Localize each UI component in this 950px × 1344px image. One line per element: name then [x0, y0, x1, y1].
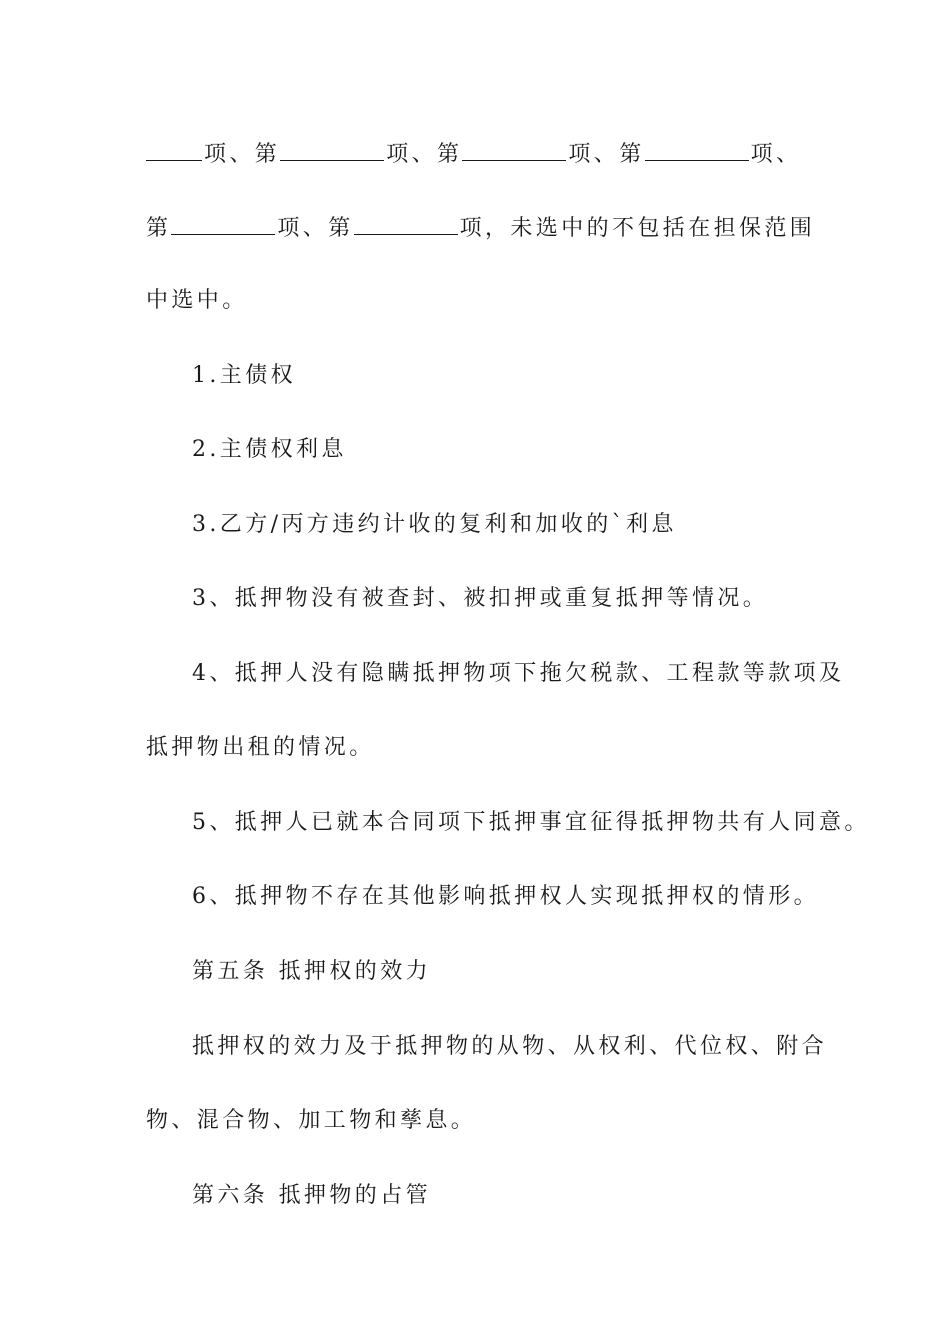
- article-6-heading: 第六条 抵押物的占管: [192, 1183, 431, 1208]
- representation-4: 4、抵押人没有隐瞒抵押物项下拖欠税款、工程款等款项及: [192, 661, 845, 686]
- article-5-body-line-2: 物、混合物、加工物和孳息。: [146, 1108, 477, 1133]
- blank-field[interactable]: [354, 212, 458, 235]
- blank-field[interactable]: [645, 138, 749, 161]
- blank-field[interactable]: [280, 138, 384, 161]
- scope-item-3: 3.乙方/丙方违约计收的复利和加收的`利息: [192, 512, 677, 537]
- scope-line-2: [146, 212, 815, 244]
- scope-text: 项、第: [204, 142, 281, 167]
- scope-text: 项，未选中的不包括在担保范围: [459, 216, 816, 241]
- scope-line-3: 中选中。: [146, 288, 248, 313]
- scope-line-1: [146, 138, 801, 170]
- scope-item-1: 1.主债权: [192, 363, 296, 388]
- representation-6: 6、抵押物不存在其他影响抵押权人实现抵押权的情形。: [192, 884, 819, 909]
- article-5-heading: 第五条 抵押权的效力: [192, 959, 431, 984]
- scope-text: 第: [146, 216, 172, 241]
- blank-field[interactable]: [171, 212, 275, 235]
- scope-text: 项、: [750, 142, 802, 167]
- blank-field[interactable]: [146, 138, 202, 161]
- representation-5: 5、抵押人已就本合同项下抵押事宜征得抵押物共有人同意。: [192, 810, 870, 835]
- representation-4-continued: 抵押物出租的情况。: [146, 735, 375, 760]
- scope-text: 项、第: [568, 142, 645, 167]
- scope-text: 项、第: [386, 142, 463, 167]
- blank-field[interactable]: [462, 138, 566, 161]
- scope-item-2: 2.主债权利息: [192, 437, 347, 462]
- scope-text: 项、第: [277, 216, 354, 241]
- article-5-body-line-1: 抵押权的效力及于抵押物的从物、从权利、代位权、附合: [192, 1034, 828, 1059]
- representation-3: 3、抵押物没有被查封、被扣押或重复抵押等情况。: [192, 586, 769, 611]
